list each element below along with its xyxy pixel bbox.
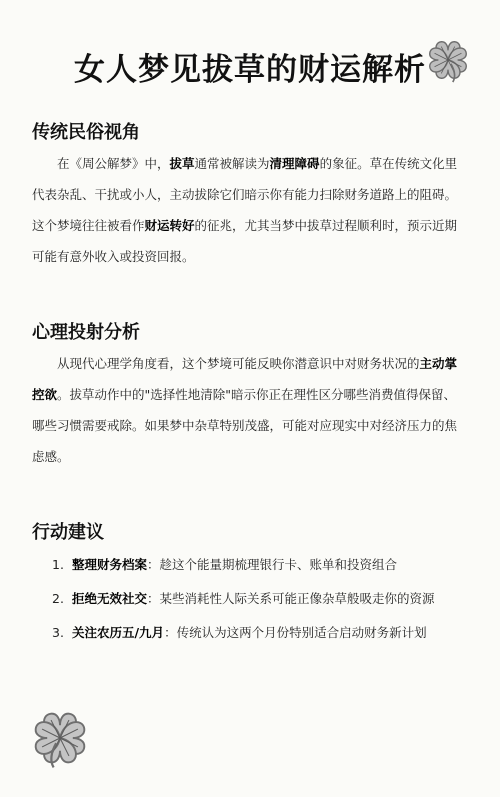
section-heading-psychology: 心理投射分析 xyxy=(32,322,140,343)
list-item-label: 整理财务档案 xyxy=(71,557,147,572)
four-leaf-clover-icon xyxy=(424,36,472,84)
emphasis-text: 清理障碍 xyxy=(269,156,320,171)
emphasis-text: 财运转好 xyxy=(144,218,195,233)
paragraph-psychology xyxy=(32,348,470,472)
paragraph-line xyxy=(32,379,470,410)
list-item-label: 拒绝无效社交 xyxy=(71,591,147,606)
list-number: 3. xyxy=(52,625,64,640)
body-text: 哪些习惯需要戒除。如果梦中杂草特别茂盛，可能对应现实中对经济压力的焦 xyxy=(32,418,458,433)
list-number: 2. xyxy=(52,591,64,606)
section-heading-traditional: 传统民俗视角 xyxy=(32,122,140,143)
paragraph-line xyxy=(32,441,470,472)
four-leaf-clover-icon xyxy=(28,706,92,770)
list-item xyxy=(52,616,472,650)
body-text: 在《周公解梦》中， xyxy=(57,156,170,171)
list-item-label: 关注农历五/九月 xyxy=(71,625,165,640)
body-text: 的征兆，尤其当梦中拔草过程顺利时，预示近期 xyxy=(194,218,458,233)
emphasis-text: 主动掌 xyxy=(419,356,458,371)
emphasis-text: 控欲 xyxy=(32,387,58,402)
section-heading-actions: 行动建议 xyxy=(32,522,104,543)
list-item xyxy=(52,548,472,582)
list-item-text: ：趁这个能量期梳理银行卡、账单和投资组合 xyxy=(147,557,398,572)
body-text: 通常被解读为 xyxy=(194,156,270,171)
paragraph-line xyxy=(32,179,470,210)
emphasis-text: 拔草 xyxy=(169,156,195,171)
paragraph-line xyxy=(32,348,470,379)
paragraph-line xyxy=(32,410,470,441)
list-item-text: ：某些消耗性人际关系可能正像杂草般吸走你的资源 xyxy=(147,591,435,606)
list-item-text: ：传统认为这两个月份特别适合启动财务新计划 xyxy=(164,625,427,640)
body-text: 可能有意外收入或投资回报。 xyxy=(32,249,195,264)
paragraph-line xyxy=(32,148,470,179)
list-number: 1. xyxy=(52,557,64,572)
body-text: 代表杂乱、干扰或小人，主动拔除它们暗示你有能力扫除财务道路上的阻碍。 xyxy=(32,187,458,202)
paragraph-line xyxy=(32,210,470,241)
body-text: 这个梦境往往被看作 xyxy=(32,218,145,233)
body-text: 的象征。草在传统文化里 xyxy=(319,156,458,171)
action-list xyxy=(52,548,472,650)
paragraph-line xyxy=(32,241,470,272)
paragraph-traditional xyxy=(32,148,470,272)
body-text: 。拔草动作中的"选择性地清除"暗示你正在理性区分哪些消费值得保留、 xyxy=(57,387,457,402)
body-text: 从现代心理学角度看，这个梦境可能反映你潜意识中对财务状况的 xyxy=(57,356,420,371)
list-item xyxy=(52,582,472,616)
page-title: 女人梦见拔草的财运解析 xyxy=(74,52,426,88)
body-text: 虑感。 xyxy=(32,449,70,464)
